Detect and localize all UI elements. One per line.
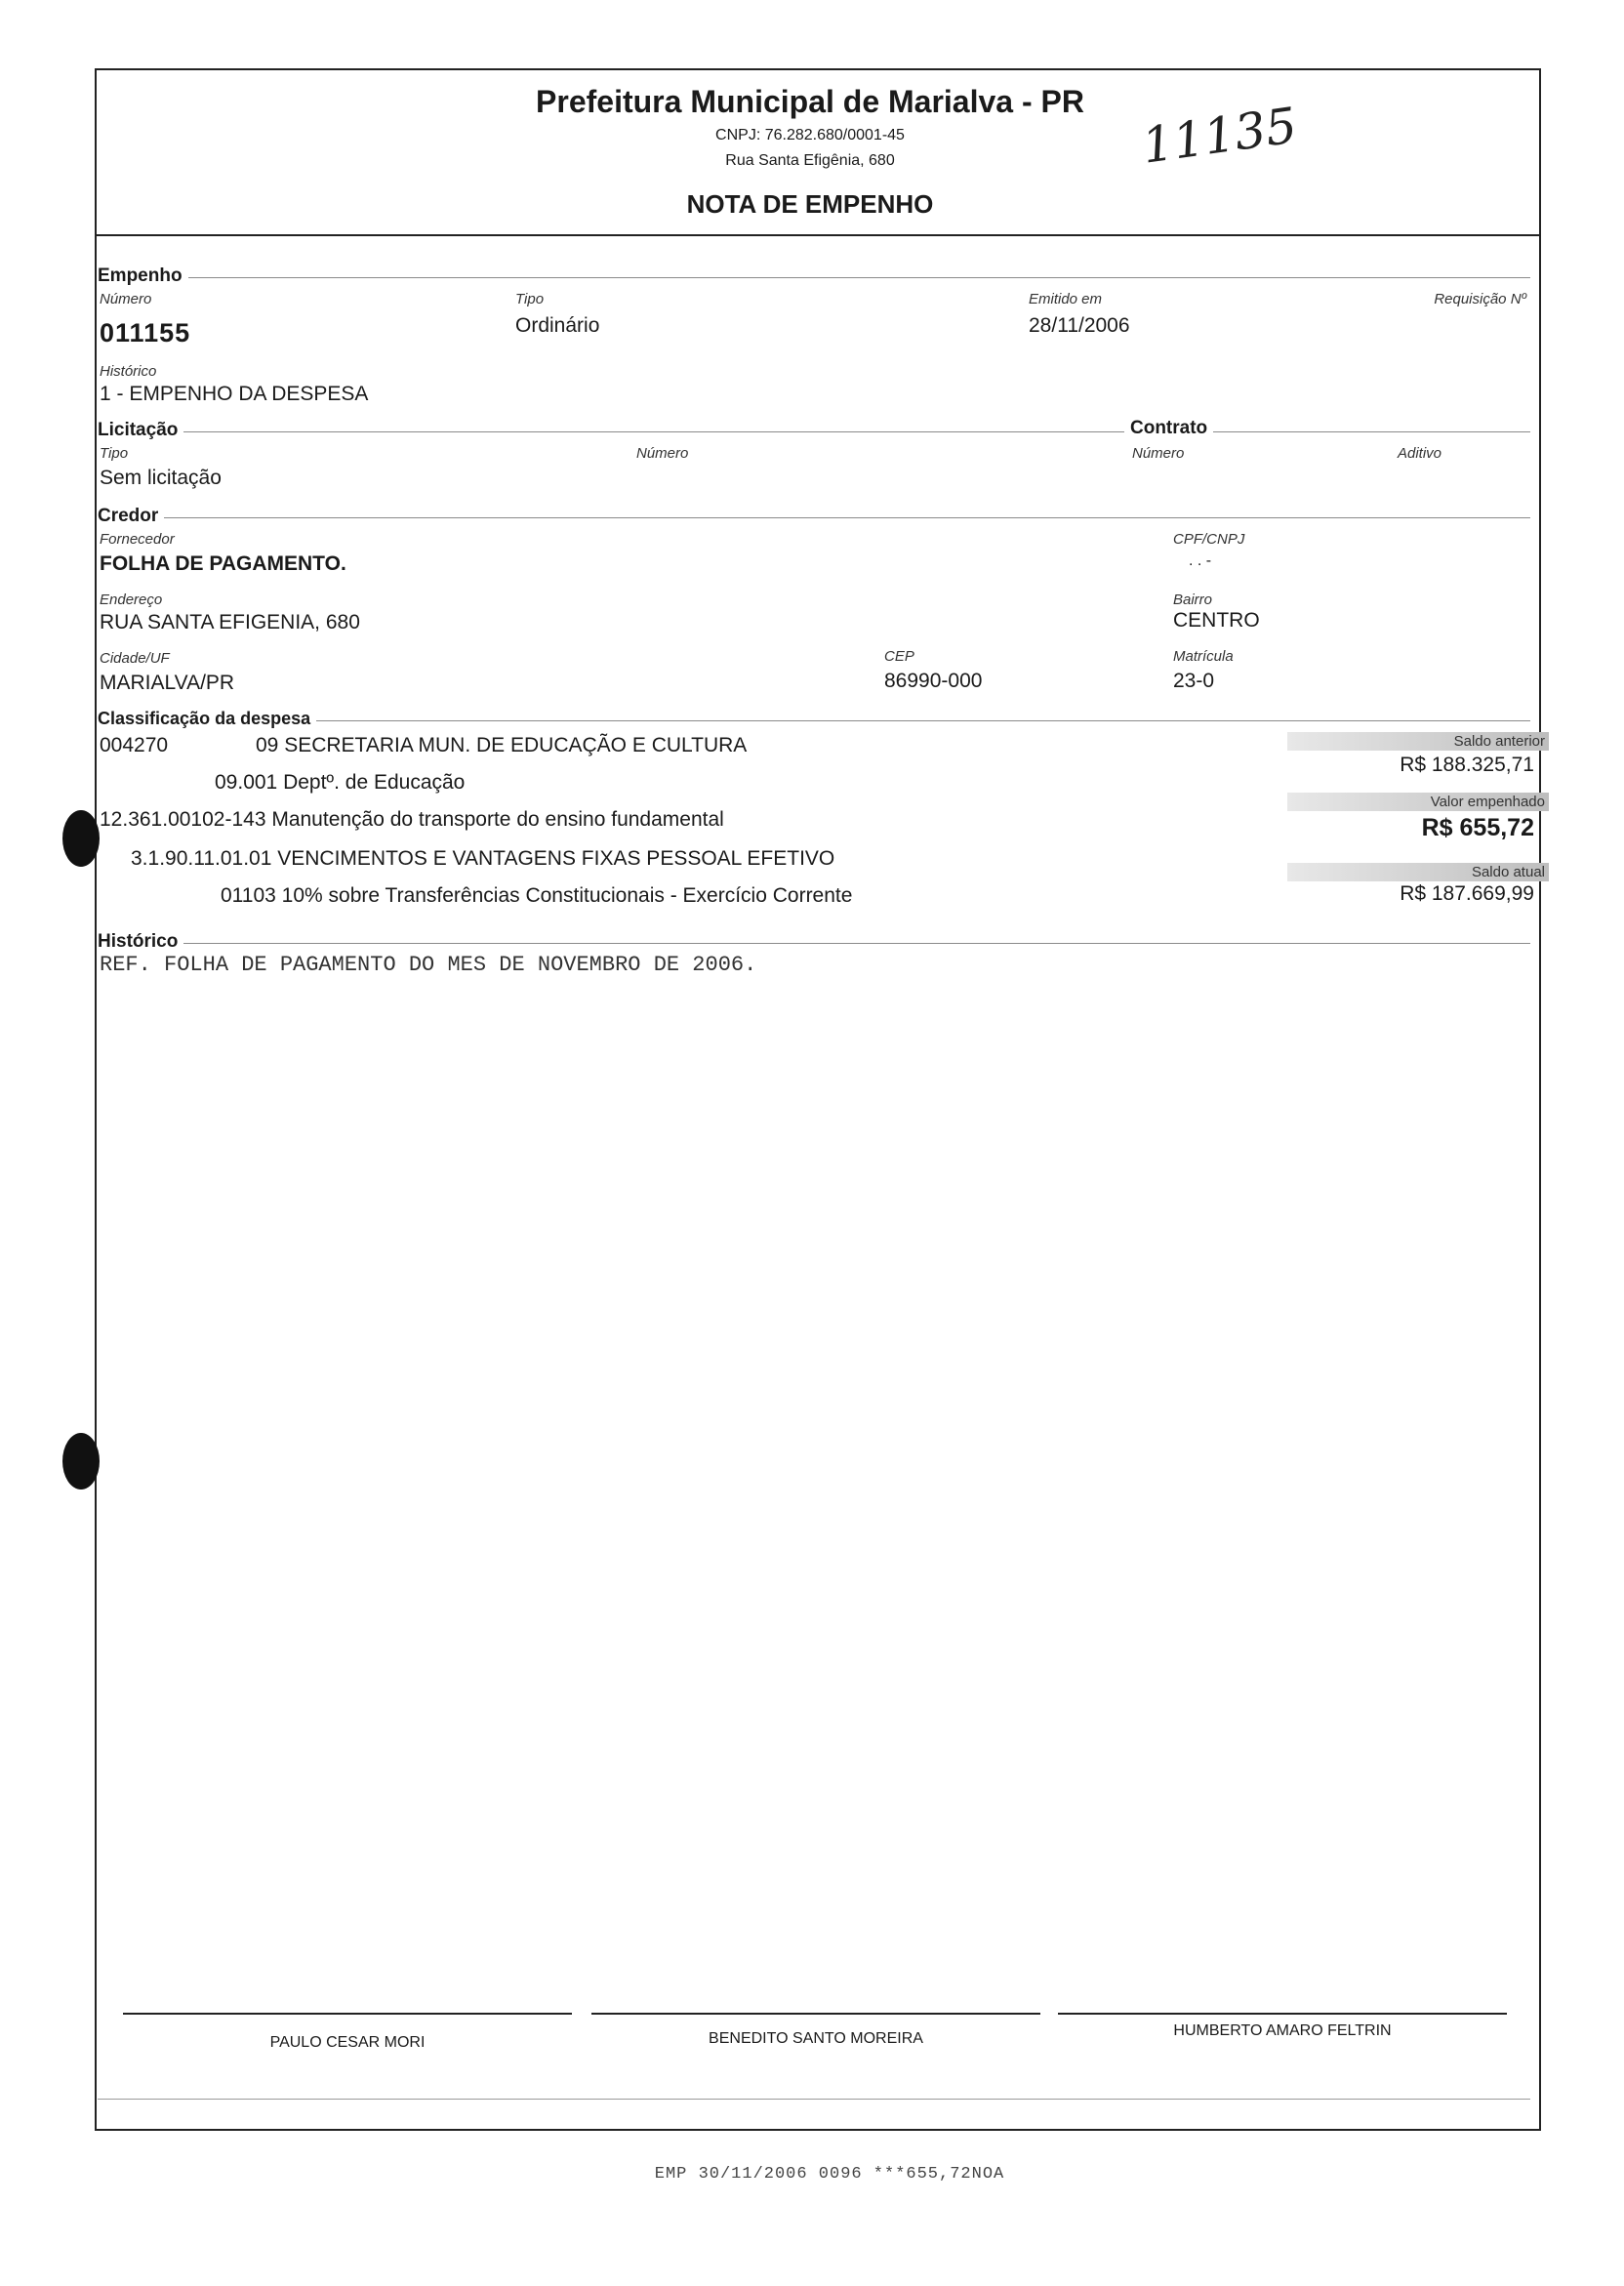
punch-hole-top: [62, 810, 100, 867]
document-title: NOTA DE EMPENHO: [686, 189, 934, 219]
endereco-value: RUA SANTA EFIGENIA, 680: [100, 611, 360, 633]
empenho-tipo: Ordinário: [515, 314, 600, 337]
empenho-numero: 011155: [100, 318, 191, 347]
classificacao-fonte: 01103 10% sobre Transferências Constitucionais - Exercício Corrente: [221, 884, 853, 907]
credor-section-title: Credor: [98, 506, 164, 527]
classificacao-secretaria: 09 SECRETARIA MUN. DE EDUCAÇÃO E CULTURA: [256, 734, 748, 756]
classificacao-section-title: Classificação da despesa: [98, 709, 316, 729]
cpf-label: CPF/CNPJ: [1173, 531, 1245, 548]
cpf-value: . . -: [1189, 552, 1212, 569]
address-text: Rua Santa Efigênia, 680: [725, 152, 895, 169]
credor-rule: [98, 517, 1530, 518]
licitacao-numero-label: Número: [636, 445, 689, 462]
signature-line-3: [1058, 2013, 1507, 2015]
licitacao-section-title: Licitação: [98, 420, 183, 441]
saldo-anterior-value: R$ 188.325,71: [1400, 754, 1534, 776]
contrato-aditivo-label: Aditivo: [1398, 445, 1442, 462]
cep-label: CEP: [884, 648, 914, 665]
cidade-value: MARIALVA/PR: [100, 672, 235, 694]
saldo-anterior-label: Saldo anterior: [1287, 732, 1549, 751]
classificacao-programa: 12.361.00102-143 Manutenção do transporte do ensino fundamental: [100, 808, 724, 831]
historico-text: REF. FOLHA DE PAGAMENTO DO MES DE NOVEMBRO DE 2006.: [100, 953, 757, 977]
signature-name-3: HUMBERTO AMARO FELTRIN: [1173, 2022, 1392, 2039]
licitacao-tipo-label: Tipo: [100, 445, 129, 462]
empenho-rule: [98, 277, 1530, 278]
historico-section-title: Histórico: [98, 931, 183, 953]
footer-rule: [98, 2099, 1530, 2100]
punch-hole-bottom: [62, 1433, 100, 1490]
bairro-value: CENTRO: [1173, 609, 1260, 632]
empenho-numero-label: Número: [100, 291, 152, 307]
matricula-value: 23-0: [1173, 670, 1215, 692]
bairro-label: Bairro: [1173, 592, 1213, 608]
licitacao-tipo: Sem licitação: [100, 467, 222, 489]
classificacao-natureza: 3.1.90.11.01.01 VENCIMENTOS E VANTAGENS FIXAS PESSOAL EFETIVO: [131, 847, 835, 870]
empenho-historico-label: Histórico: [100, 363, 157, 380]
handwritten-number: 11135: [1138, 97, 1301, 175]
cep-value: 86990-000: [884, 670, 983, 692]
endereco-label: Endereço: [100, 592, 163, 608]
signature-name-1: PAULO CESAR MORI: [269, 2034, 426, 2051]
valor-empenhado-label: Valor empenhado: [1287, 793, 1549, 811]
cidade-label: Cidade/UF: [100, 650, 170, 667]
fornecedor-value: FOLHA DE PAGAMENTO.: [100, 552, 346, 575]
matricula-label: Matrícula: [1173, 648, 1234, 665]
header-divider: [95, 234, 1541, 236]
document-frame: [95, 68, 1541, 2131]
footer-stamp: EMP 30/11/2006 0096 ***655,72NOA: [654, 2165, 1005, 2184]
valor-empenhado-value: R$ 655,72: [1421, 814, 1534, 841]
saldo-atual-value: R$ 187.669,99: [1400, 882, 1534, 905]
historico-rule: [98, 943, 1530, 944]
fornecedor-label: Fornecedor: [100, 531, 175, 548]
signature-name-2: BENEDITO SANTO MOREIRA: [709, 2030, 923, 2047]
empenho-historico: 1 - EMPENHO DA DESPESA: [100, 383, 369, 405]
signature-line-2: [591, 2013, 1040, 2015]
emitido-label: Emitido em: [1029, 291, 1103, 307]
municipality-title: Prefeitura Municipal de Marialva - PR: [536, 84, 1084, 119]
cnpj-text: CNPJ: 76.282.680/0001-45: [715, 127, 905, 143]
empenho-section-title: Empenho: [98, 265, 188, 287]
contrato-section-title: Contrato: [1124, 418, 1213, 439]
contrato-numero-label: Número: [1132, 445, 1185, 462]
saldo-atual-label: Saldo atual: [1287, 863, 1549, 881]
classificacao-departamento: 09.001 Deptº. de Educação: [215, 771, 466, 794]
classificacao-code: 004270: [100, 734, 169, 756]
emitido-date: 28/11/2006: [1029, 314, 1130, 337]
signature-line-1: [123, 2013, 572, 2015]
requisicao-label: Requisição Nº: [1434, 291, 1526, 307]
empenho-tipo-label: Tipo: [515, 291, 545, 307]
licitacao-rule: [98, 431, 1530, 432]
